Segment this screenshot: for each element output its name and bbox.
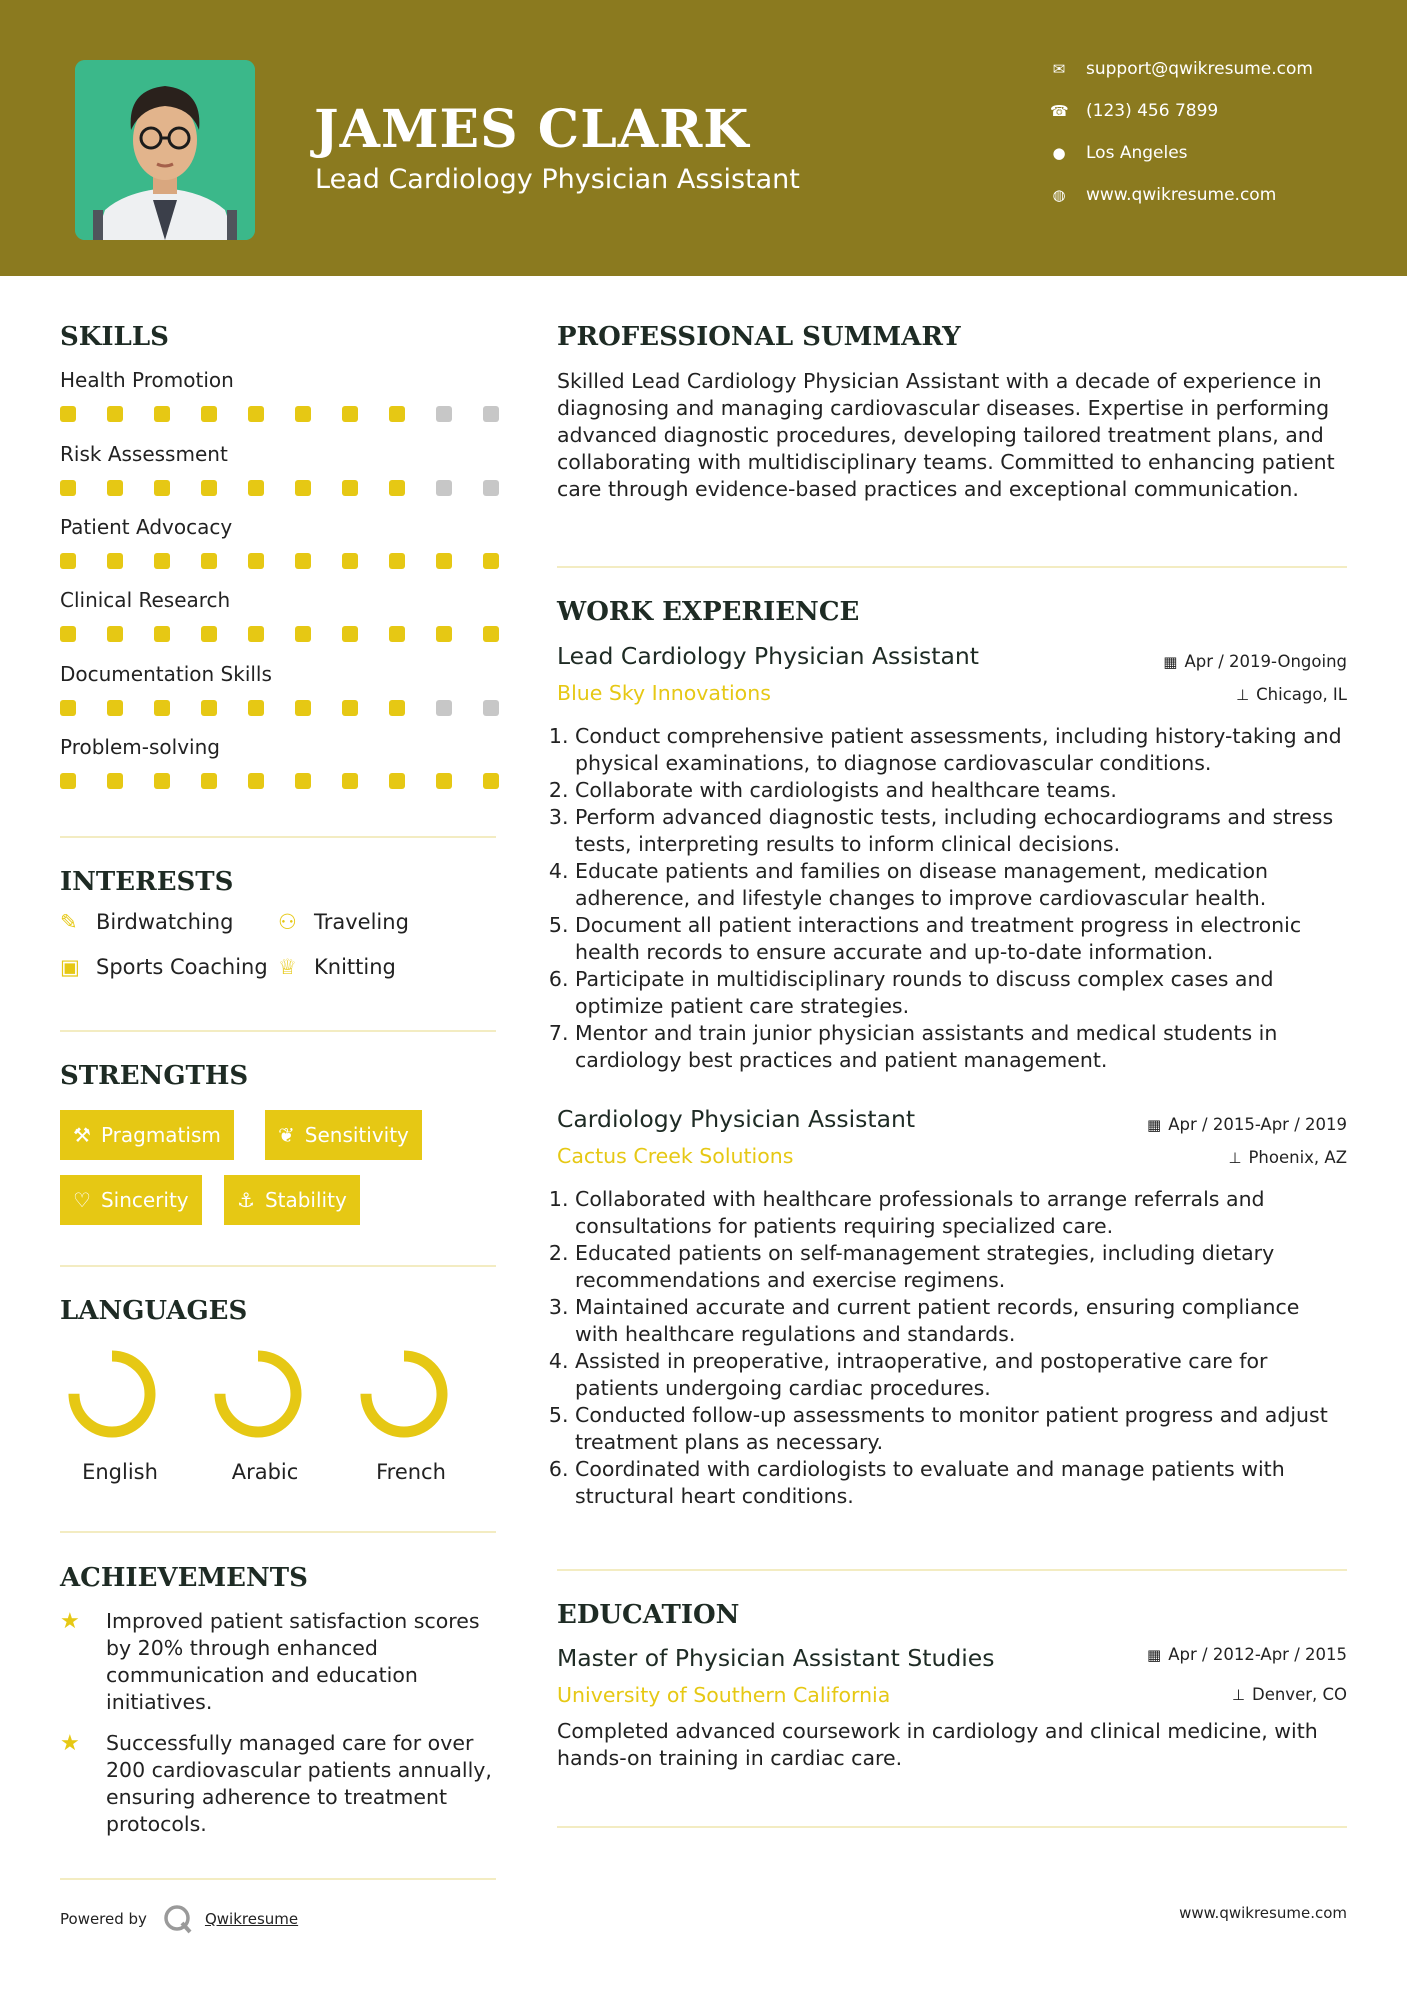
language-label: French xyxy=(376,1460,446,1484)
experience-heading: WORK EXPERIENCE xyxy=(557,597,860,627)
skill-dot xyxy=(342,406,358,422)
education-dates xyxy=(1147,1645,1347,1664)
section-divider xyxy=(60,1878,496,1880)
skill-dot xyxy=(154,626,170,642)
binoculars-icon: ⚇ xyxy=(278,910,297,934)
skill-dot xyxy=(248,700,264,716)
calendar-icon: ▦ xyxy=(1163,653,1178,671)
interest-item xyxy=(60,955,268,979)
skill-dot xyxy=(389,406,405,422)
skill-dot xyxy=(201,406,217,422)
skill-name: Documentation Skills xyxy=(60,662,272,686)
language-ring-arc xyxy=(366,1356,442,1432)
contact-email[interactable] xyxy=(1050,49,1313,89)
interest-item xyxy=(278,955,396,979)
skill-dot xyxy=(201,773,217,789)
education-location xyxy=(1232,1685,1347,1704)
duty-item: 2. Collaborate with cardiologists and healthcare teams. xyxy=(575,777,1347,804)
skill-dot xyxy=(342,626,358,642)
section-divider xyxy=(557,1826,1347,1828)
skill-dot xyxy=(107,773,123,789)
language-ring-arc xyxy=(74,1356,150,1432)
profile-photo xyxy=(75,60,255,240)
pencil-edit-icon: ✎ xyxy=(60,910,78,934)
job-duties xyxy=(557,723,1347,1074)
skill-dot xyxy=(60,480,76,496)
skill-dot xyxy=(389,700,405,716)
skill-dot xyxy=(295,406,311,422)
duty-item: 4. Educate patients and families on disease management, medication adherence, and lifestyle changes to improve cardiovascular health. xyxy=(575,858,1347,912)
strength-badge xyxy=(265,1110,422,1160)
skill-dot xyxy=(60,626,76,642)
briefcase-icon: ▣ xyxy=(60,955,80,979)
heart-icon: ♡ xyxy=(73,1188,91,1212)
skill-dot xyxy=(436,700,452,716)
strength-label: Sincerity xyxy=(100,1188,189,1212)
section-divider xyxy=(60,836,496,838)
job-location-text: Phoenix, AZ xyxy=(1248,1148,1347,1167)
envelope-icon: ✉ xyxy=(1052,60,1066,78)
leaf-icon: ❦ xyxy=(278,1123,295,1147)
powered-by-label: Powered by xyxy=(60,1910,147,1928)
skill-dot xyxy=(154,480,170,496)
achievements-heading: ACHIEVEMENTS xyxy=(60,1563,308,1593)
skill-dot xyxy=(154,553,170,569)
skills-heading: SKILLS xyxy=(60,322,169,352)
job-dates-text: Apr / 2019-Ongoing xyxy=(1184,652,1347,671)
education-dates-text: Apr / 2012-Apr / 2015 xyxy=(1168,1645,1347,1664)
education-school: University of Southern California xyxy=(557,1683,891,1707)
skill-dot xyxy=(342,773,358,789)
anchor-icon: ⚓ xyxy=(237,1188,255,1212)
achievement-text: Successfully managed care for over 200 cardiovascular patients annually, ensuring adherence to treatment protocols. xyxy=(106,1731,492,1836)
skill-dot xyxy=(342,480,358,496)
skill-dot xyxy=(295,626,311,642)
languages-heading: LANGUAGES xyxy=(60,1296,248,1326)
skill-dot xyxy=(389,773,405,789)
achievement-item xyxy=(60,1730,500,1838)
phone-icon: ☎ xyxy=(1050,102,1069,120)
skill-dot xyxy=(201,700,217,716)
skill-dot xyxy=(483,700,499,716)
duty-item: 7. Mentor and train junior physician assistants and medical students in cardiology best practices and patient management. xyxy=(575,1020,1347,1074)
contact-website[interactable] xyxy=(1050,175,1276,215)
achievement-item xyxy=(60,1608,500,1716)
job-dates xyxy=(1163,652,1347,671)
skill-rating xyxy=(60,480,499,496)
skill-rating xyxy=(60,406,499,422)
duty-item: 6. Coordinated with cardiologists to evaluate and manage patients with structural heart conditions. xyxy=(575,1456,1347,1510)
section-divider xyxy=(60,1531,496,1533)
job-location xyxy=(1236,685,1347,704)
interests-heading: INTERESTS xyxy=(60,867,234,897)
skill-dot xyxy=(483,626,499,642)
skill-dot xyxy=(483,553,499,569)
duty-item: 3. Perform advanced diagnostic tests, including echocardiograms and stress tests, interpreting results to inform clinical decisions. xyxy=(575,804,1347,858)
skill-dot xyxy=(248,553,264,569)
interest-item xyxy=(278,910,409,934)
education-text: Completed advanced coursework in cardiology and clinical medicine, with hands-on training in cardiac care. xyxy=(557,1719,1318,1770)
contact-location-text: Los Angeles xyxy=(1086,143,1188,163)
language-ring-arc xyxy=(220,1356,296,1432)
language-ring xyxy=(66,1348,158,1440)
candidate-title: Lead Cardiology Physician Assistant xyxy=(315,164,800,195)
duty-item: 3. Maintained accurate and current patient records, ensuring compliance with healthcare regulations and standards. xyxy=(575,1294,1347,1348)
gavel-icon: ⚒ xyxy=(73,1123,91,1147)
pushpin-icon: ⊥ xyxy=(1231,1686,1245,1704)
skill-dot xyxy=(295,700,311,716)
skill-dot xyxy=(248,480,264,496)
skill-dot xyxy=(248,406,264,422)
skill-dot xyxy=(295,773,311,789)
strength-badge xyxy=(60,1110,234,1160)
interest-label: Traveling xyxy=(314,910,409,934)
skill-name: Patient Advocacy xyxy=(60,515,233,539)
skill-dot xyxy=(436,773,452,789)
strength-label: Sensitivity xyxy=(304,1123,409,1147)
skill-dot xyxy=(154,406,170,422)
brand-link[interactable]: Qwikresume xyxy=(204,1910,299,1928)
interest-item xyxy=(60,910,233,934)
language-ring xyxy=(358,1348,450,1440)
education-location-text: Denver, CO xyxy=(1251,1685,1347,1704)
duty-item: 1. Conduct comprehensive patient assessments, including history-taking and physical examinations, to diagnose cardiovascular conditions. xyxy=(575,723,1347,777)
skill-dot xyxy=(436,553,452,569)
contact-phone-text: (123) 456 7899 xyxy=(1086,101,1219,121)
summary-heading: PROFESSIONAL SUMMARY xyxy=(557,322,961,352)
job-company: Blue Sky Innovations xyxy=(557,681,771,705)
job-location-text: Chicago, IL xyxy=(1256,685,1347,704)
skill-dot xyxy=(107,406,123,422)
skill-dot xyxy=(436,480,452,496)
skill-dot xyxy=(436,626,452,642)
contact-location xyxy=(1050,133,1188,173)
education-heading: EDUCATION xyxy=(557,1600,740,1630)
language-ring xyxy=(212,1348,304,1440)
strength-label: Pragmatism xyxy=(100,1123,221,1147)
skill-dot xyxy=(201,626,217,642)
duty-item: 1. Collaborated with healthcare professionals to arrange referrals and consultations for patients requiring specialized care. xyxy=(575,1186,1347,1240)
duty-item: 5. Conducted follow-up assessments to monitor patient progress and adjust treatment plans as necessary. xyxy=(575,1402,1347,1456)
skill-dot xyxy=(154,700,170,716)
skill-dot xyxy=(483,773,499,789)
interest-label: Knitting xyxy=(314,955,396,979)
duty-item: 6. Participate in multidisciplinary rounds to discuss complex cases and optimize patient care strategies. xyxy=(575,966,1347,1020)
skill-dot xyxy=(389,553,405,569)
skill-dot xyxy=(154,773,170,789)
skill-dot xyxy=(60,773,76,789)
skill-name: Problem-solving xyxy=(60,735,220,759)
skill-dot xyxy=(107,700,123,716)
skill-dot xyxy=(483,406,499,422)
skill-rating xyxy=(60,700,499,716)
duty-item: 4. Assisted in preoperative, intraoperative, and postoperative care for patients undergoing cardiac procedures. xyxy=(575,1348,1347,1402)
skill-rating xyxy=(60,626,499,642)
skill-dot xyxy=(483,480,499,496)
location-pin-icon: ● xyxy=(1052,144,1066,162)
language-label: English xyxy=(82,1460,158,1484)
trophy-icon: ♕ xyxy=(278,955,297,979)
skill-dot xyxy=(107,626,123,642)
globe-icon: ◍ xyxy=(1052,186,1066,204)
footer-website[interactable]: www.qwikresume.com xyxy=(1179,1904,1347,1922)
section-divider xyxy=(557,1569,1347,1571)
strength-badge xyxy=(60,1175,202,1225)
qwikresume-logo-icon xyxy=(161,1902,195,1936)
strength-label: Stability xyxy=(264,1188,347,1212)
skill-dot xyxy=(295,553,311,569)
calendar-icon: ▦ xyxy=(1147,1646,1162,1664)
skill-dot xyxy=(436,406,452,422)
strengths-heading: STRENGTHS xyxy=(60,1061,249,1091)
skill-dot xyxy=(60,553,76,569)
skill-dot xyxy=(60,406,76,422)
job-location xyxy=(1228,1148,1347,1167)
education-degree: Master of Physician Assistant Studies xyxy=(557,1644,995,1672)
skill-name: Risk Assessment xyxy=(60,442,228,466)
candidate-name: JAMES CLARK xyxy=(314,99,750,160)
skill-dot xyxy=(107,480,123,496)
skill-name: Health Promotion xyxy=(60,368,234,392)
skill-dot xyxy=(389,480,405,496)
skill-dot xyxy=(60,700,76,716)
interest-label: Sports Coaching xyxy=(96,955,268,979)
section-divider xyxy=(557,566,1347,568)
contact-website-text: www.qwikresume.com xyxy=(1086,185,1277,205)
skill-name: Clinical Research xyxy=(60,588,231,612)
strength-badge xyxy=(224,1175,360,1225)
skill-dot xyxy=(248,626,264,642)
contact-email-text: support@qwikresume.com xyxy=(1086,59,1313,79)
skill-dot xyxy=(342,553,358,569)
skill-dot xyxy=(201,553,217,569)
pushpin-icon: ⊥ xyxy=(1236,686,1250,704)
interest-label: Birdwatching xyxy=(96,910,234,934)
duty-item: 2. Educated patients on self-management strategies, including dietary recommendations and exercise regimens. xyxy=(575,1240,1347,1294)
language-label: Arabic xyxy=(231,1460,299,1484)
skill-rating xyxy=(60,773,499,789)
job-title: Cardiology Physician Assistant xyxy=(557,1105,916,1133)
calendar-icon: ▦ xyxy=(1147,1116,1162,1134)
job-duties xyxy=(557,1186,1347,1510)
duty-item: 5. Document all patient interactions and treatment progress in electronic health records to ensure accurate and up-to-date information. xyxy=(575,912,1347,966)
shooting-star-icon: ★ xyxy=(60,1731,80,1756)
achievement-text: Improved patient satisfaction scores by 20% through enhanced communication and education initiatives. xyxy=(106,1609,480,1714)
pushpin-icon: ⊥ xyxy=(1228,1149,1242,1167)
job-title: Lead Cardiology Physician Assistant xyxy=(557,642,980,670)
footer-powered-by xyxy=(60,1902,298,1936)
skill-dot xyxy=(295,480,311,496)
contact-phone[interactable] xyxy=(1050,91,1218,131)
skill-dot xyxy=(248,773,264,789)
job-dates xyxy=(1147,1115,1347,1134)
section-divider xyxy=(60,1265,496,1267)
skill-dot xyxy=(389,626,405,642)
shooting-star-icon: ★ xyxy=(60,1609,80,1634)
skill-dot xyxy=(107,553,123,569)
skill-dot xyxy=(342,700,358,716)
skill-rating xyxy=(60,553,499,569)
summary-text: Skilled Lead Cardiology Physician Assistant with a decade of experience in diagnosing and managing cardiovascular diseases. Expertise in performing advanced diagnostic procedures, developing tailored treatment plans, and collaborating with multidisciplinary teams. Committed to enhancing patient care through evidence-based practices and exceptional communication. xyxy=(557,369,1335,501)
job-dates-text: Apr / 2015-Apr / 2019 xyxy=(1168,1115,1347,1134)
section-divider xyxy=(60,1030,496,1032)
job-company: Cactus Creek Solutions xyxy=(557,1144,794,1168)
skill-dot xyxy=(201,480,217,496)
